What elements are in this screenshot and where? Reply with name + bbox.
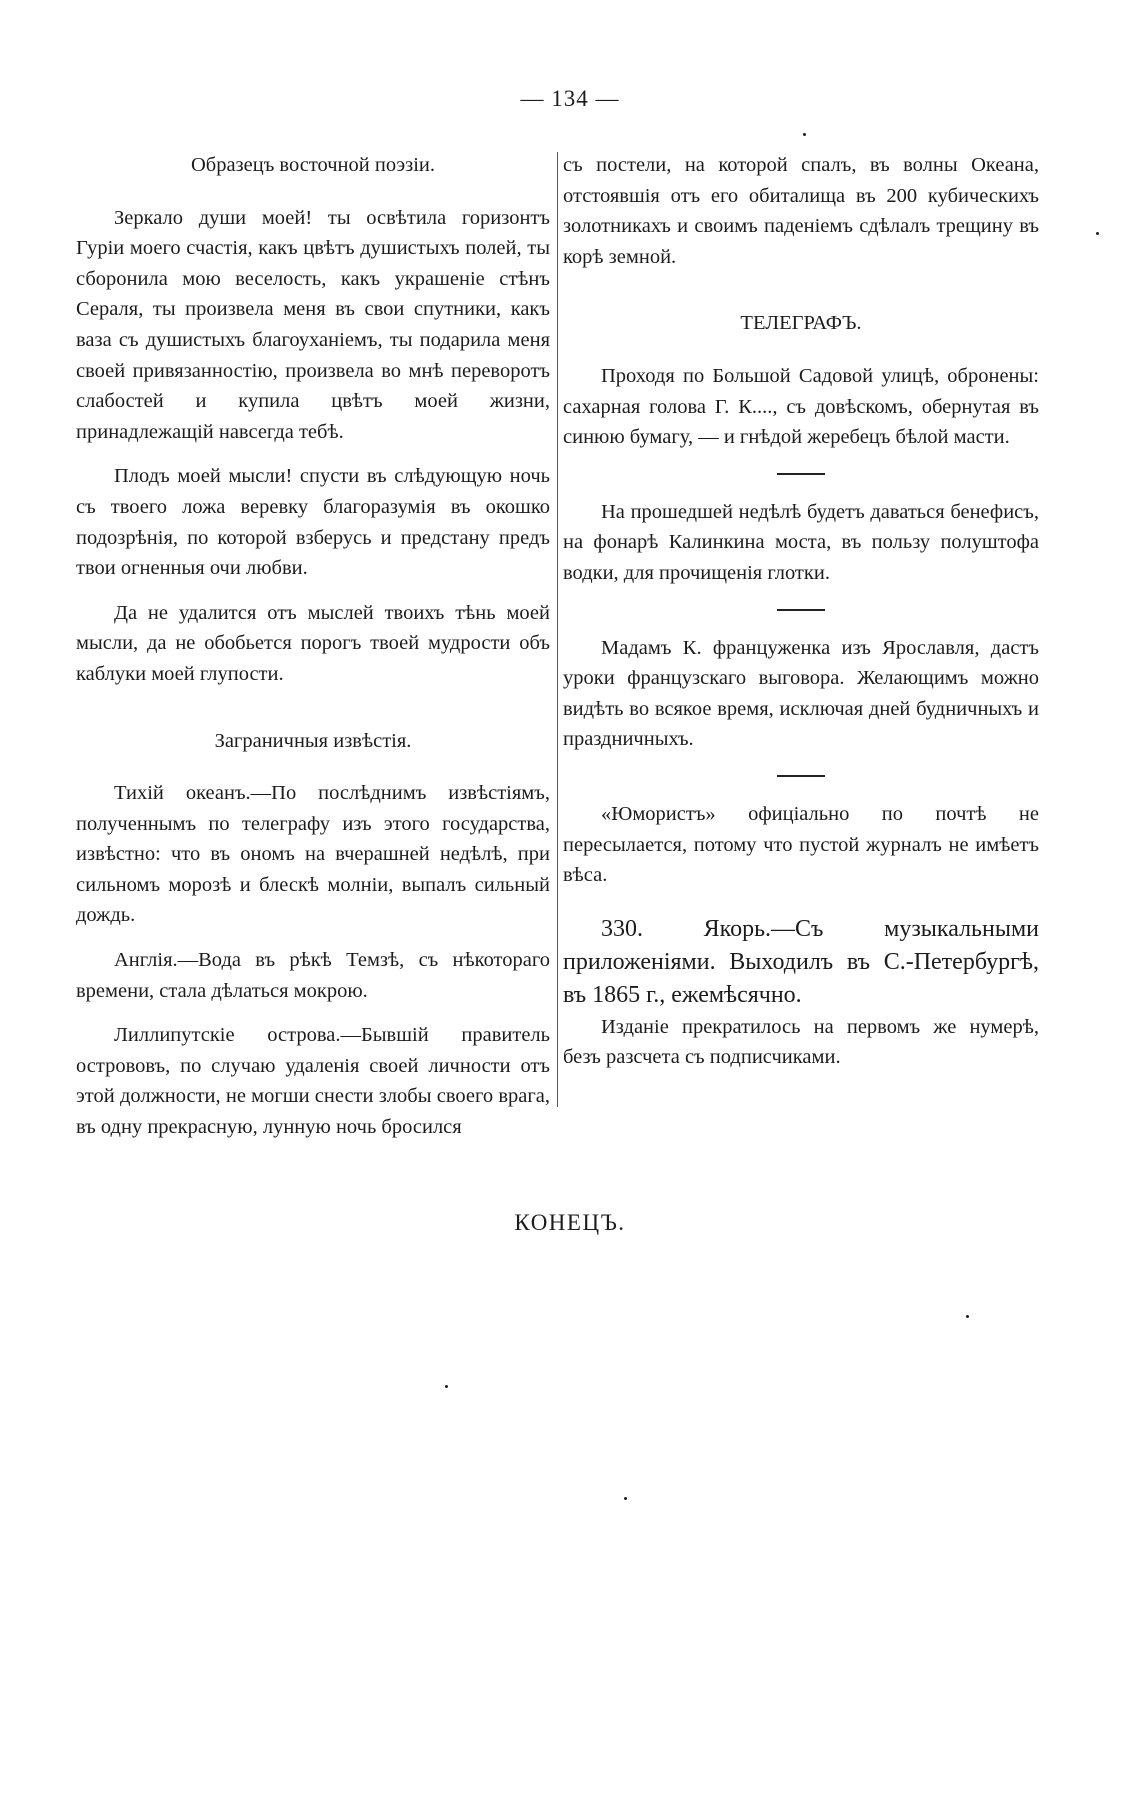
section-rule <box>777 473 825 475</box>
telegraph-item: Мадамъ К. француженка изъ Ярославля, дастъ уроки французскаго выговора. Желающимъ можно видѣть во всякое время, исключая дней будничныхъ и праздничныхъ. <box>563 636 1039 751</box>
heading-foreign-news: Заграничныя извѣстія. <box>214 729 412 752</box>
poetry-paragraph: Плодъ моей мысли! спусти въ слѣдующую ночь съ твоего ложа веревку благоразумія въ окошко подозрѣнія, по которой взберусь и предстану предъ твои огненныя очи любви. <box>76 465 550 580</box>
poetry-paragraph: Зеркало души моей! ты освѣтила горизонтъ Гуріи моего счастія, какъ цвѣтъ душистыхъ полей, ты сборонила мою веселость, какъ украшеніе стѣнъ Сераля, ты произвела меня въ свои спутники, какъ ваза съ душистыхъ благоуханіемъ, ты подарила меня своей привязанностію, произвела во мнѣ переворотъ слабостей и купила цвѣтъ моей жизни, принадлежащій навсегда тебѣ. <box>76 206 550 443</box>
section-rule <box>777 609 825 611</box>
left-column <box>76 150 550 1143</box>
telegraph-item: Проходя по Большой Садовой улицѣ, обронены: сахарная голова Г. К...., съ довѣскомъ, обернутая въ синюю бумагу, — и гнѣдой жеребецъ бѣлой масти. <box>563 364 1039 449</box>
heading-telegraph: ТЕЛЕГРАФЪ. <box>740 312 862 335</box>
telegraph-item: «Юмористъ» офиціально по почтѣ не пересылается, потому что пустой журналъ не имѣетъ вѣса. <box>563 802 1039 887</box>
poetry-paragraph: Да не удалится отъ мыслей твоихъ тѣнь моей мысли, да не обобьется порогъ твоей мудрости объ каблуки моей глупости. <box>76 601 550 685</box>
news-paragraph: Тихій океанъ.—По послѣднимъ извѣстіямъ, полученнымъ по телеграфу изъ этого государства, извѣстно: что въ ономъ на вчерашней недѣлѣ, при сильномъ морозѣ и блескѣ молніи, выпалъ сильный дождь. <box>76 782 550 927</box>
print-speck <box>803 133 806 136</box>
heading-poetry: Образецъ восточной поэзіи. <box>190 154 436 176</box>
news-paragraph: Англія.—Вода въ рѣкѣ Темзѣ, съ нѣкотораго времени, стала дѣлаться мокрою. <box>76 949 550 1002</box>
column-divider <box>557 152 558 1107</box>
print-speck <box>966 1315 969 1318</box>
print-speck <box>1096 232 1099 235</box>
news-paragraph: Лиллипутскіе острова.—Бывшій правитель острововъ, по случаю удаленія своей личности отъ этой должности, не могши снести злобы своего врага, въ одну прекрасную, лунную ночь бросился <box>76 1024 550 1139</box>
section-rule <box>777 775 825 777</box>
print-speck <box>445 1385 448 1388</box>
right-column <box>563 150 1039 1073</box>
page-number: — 134 — <box>520 86 620 111</box>
end-marker: КОНЕЦЪ. <box>514 1210 626 1235</box>
catalog-entry-note: Изданіе прекратилось на первомъ же нумерѣ, безъ разсчета съ подписчиками. <box>563 1015 1039 1069</box>
print-speck <box>624 1497 627 1500</box>
continuation-paragraph: съ постели, на которой спалъ, въ волны Океана, отстоявшія отъ его обиталища въ 200 кубическихъ золотникахъ и своимъ паденіемъ сдѣлалъ трещину въ корѣ земной. <box>563 154 1039 268</box>
catalog-entry-title: 330. Якорь.—Съ музыкальными приложеніями. Выходилъ въ С.-Петербургѣ, въ 1865 г., ежемѣсячно. <box>563 915 1039 1008</box>
telegraph-item: На прошедшей недѣлѣ будетъ даваться бенефисъ, на фонарѣ Калинкина моста, въ пользу полуштофа водки, для прочищенія глотки. <box>563 500 1039 584</box>
